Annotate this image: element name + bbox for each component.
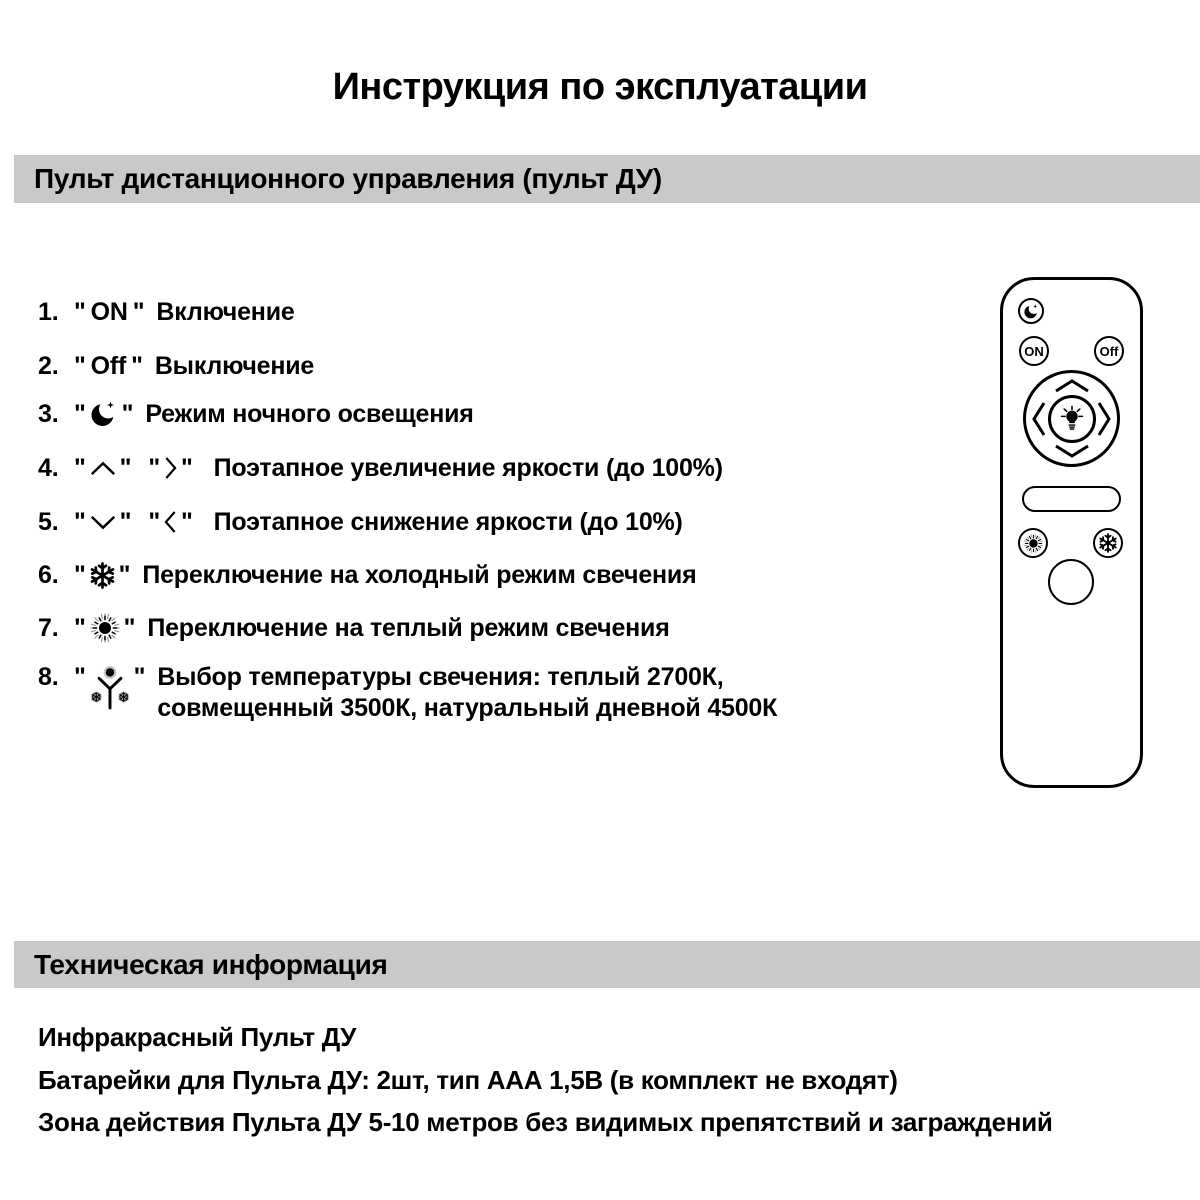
item-label: Режим ночного освещения — [145, 399, 474, 428]
on-button-label: ON — [1024, 343, 1044, 359]
section-header-remote-label: Пульт дистанционного управления (пульт ДУ) — [34, 163, 662, 194]
item-number: 3. — [38, 399, 59, 428]
dpad-chevron-up-icon — [1054, 379, 1090, 393]
snowflake-icon — [89, 562, 116, 589]
quote-mark: " — [74, 560, 86, 589]
item-label: Переключение на теплый режим свечения — [147, 613, 670, 642]
warm-mode-button — [1018, 528, 1048, 558]
quote-mark: " — [74, 613, 86, 642]
quote-mark: " — [123, 613, 136, 642]
crescent-moon-icon — [89, 399, 119, 429]
warm-sun-icon — [1023, 533, 1044, 554]
instruction-item-5 — [38, 506, 683, 538]
quote-mark: " — [132, 297, 145, 326]
quote-mark: " — [119, 453, 132, 482]
item-number: 1. — [38, 297, 59, 326]
instruction-item-4 — [38, 452, 723, 484]
off-button — [1094, 336, 1124, 366]
color-temperature-icon — [89, 664, 131, 710]
tech-info-line-1: Инфракрасный Пульт ДУ — [38, 1022, 357, 1052]
item-label: Включение — [156, 297, 295, 326]
bottom-round-button — [1048, 559, 1094, 605]
tech-info-line-3: Зона действия Пульта ДУ 5-10 метров без видимых препятствий и заграждений — [38, 1107, 1053, 1137]
instruction-item-7 — [38, 612, 670, 644]
instruction-item-3 — [38, 398, 474, 430]
instruction-item-6 — [38, 559, 696, 591]
snowflake-icon — [1098, 533, 1118, 553]
item-number: 5. — [38, 507, 59, 536]
quote-mark: " — [133, 663, 146, 691]
quote-mark: " — [180, 453, 193, 482]
section-header-remote — [14, 155, 1200, 203]
chevron-right-icon — [163, 454, 178, 482]
dpad-chevron-right-icon — [1097, 401, 1111, 437]
item-label-block — [157, 662, 777, 724]
quote-mark: " — [74, 399, 86, 428]
crescent-moon-icon — [1023, 303, 1040, 320]
item-number: 8. — [38, 663, 59, 691]
chevron-up-icon — [89, 460, 117, 477]
quote-mark: " — [74, 297, 86, 326]
night-mode-button — [1018, 298, 1044, 324]
instruction-item-8 — [38, 662, 777, 724]
item-number: 4. — [38, 453, 59, 482]
item-number: 2. — [38, 351, 59, 380]
quote-mark: " — [131, 351, 143, 380]
quote-mark: " — [121, 399, 134, 428]
quote-mark: " — [148, 507, 160, 536]
dpad-chevron-left-icon — [1032, 401, 1046, 437]
quote-mark: " — [74, 507, 86, 536]
off-key-label: Off — [90, 351, 127, 380]
dpad — [1023, 370, 1120, 467]
chevron-left-icon — [163, 508, 178, 536]
instruction-item-2 — [38, 350, 314, 382]
quote-mark: " — [119, 507, 132, 536]
chevron-down-icon — [89, 514, 117, 531]
dpad-chevron-down-icon — [1054, 444, 1090, 458]
quote-mark: " — [74, 351, 86, 380]
tech-info-line-2: Батарейки для Пульта ДУ: 2шт, тип ААА 1,5В (в комплект не входят) — [38, 1065, 898, 1095]
item-label-line2: совмещенный 3500К, натуральный дневной 4500К — [157, 694, 778, 722]
cold-mode-button — [1093, 528, 1123, 558]
dpad-center-button — [1048, 395, 1096, 443]
instruction-item-1 — [38, 296, 295, 328]
quote-mark: " — [118, 560, 131, 589]
quote-mark: " — [148, 453, 160, 482]
light-bulb-icon — [1059, 405, 1085, 433]
warm-sun-icon — [89, 612, 121, 644]
item-label-line1: Выбор температуры свечения: теплый 2700К, — [157, 663, 724, 691]
quote-mark: " — [180, 507, 193, 536]
on-key-label: ON — [90, 297, 128, 326]
on-button — [1019, 336, 1049, 366]
quote-mark: " — [74, 453, 86, 482]
item-number: 7. — [38, 613, 59, 642]
page-title: Инструкция по эксплуатации — [332, 66, 868, 108]
quote-mark: " — [74, 663, 86, 691]
item-label: Поэтапное снижение яркости (до 10%) — [213, 507, 683, 536]
off-button-label: Off — [1099, 343, 1119, 359]
section-header-tech — [14, 941, 1200, 988]
remote-control-illustration — [1000, 277, 1143, 788]
item-label: Выключение — [154, 351, 315, 380]
item-label: Поэтапное увеличение яркости (до 100%) — [213, 453, 723, 482]
section-header-tech-label: Техническая информация — [34, 948, 388, 980]
item-number: 6. — [38, 560, 59, 589]
item-label: Переключение на холодный режим свечения — [142, 560, 697, 589]
blank-pill-button — [1022, 486, 1121, 512]
